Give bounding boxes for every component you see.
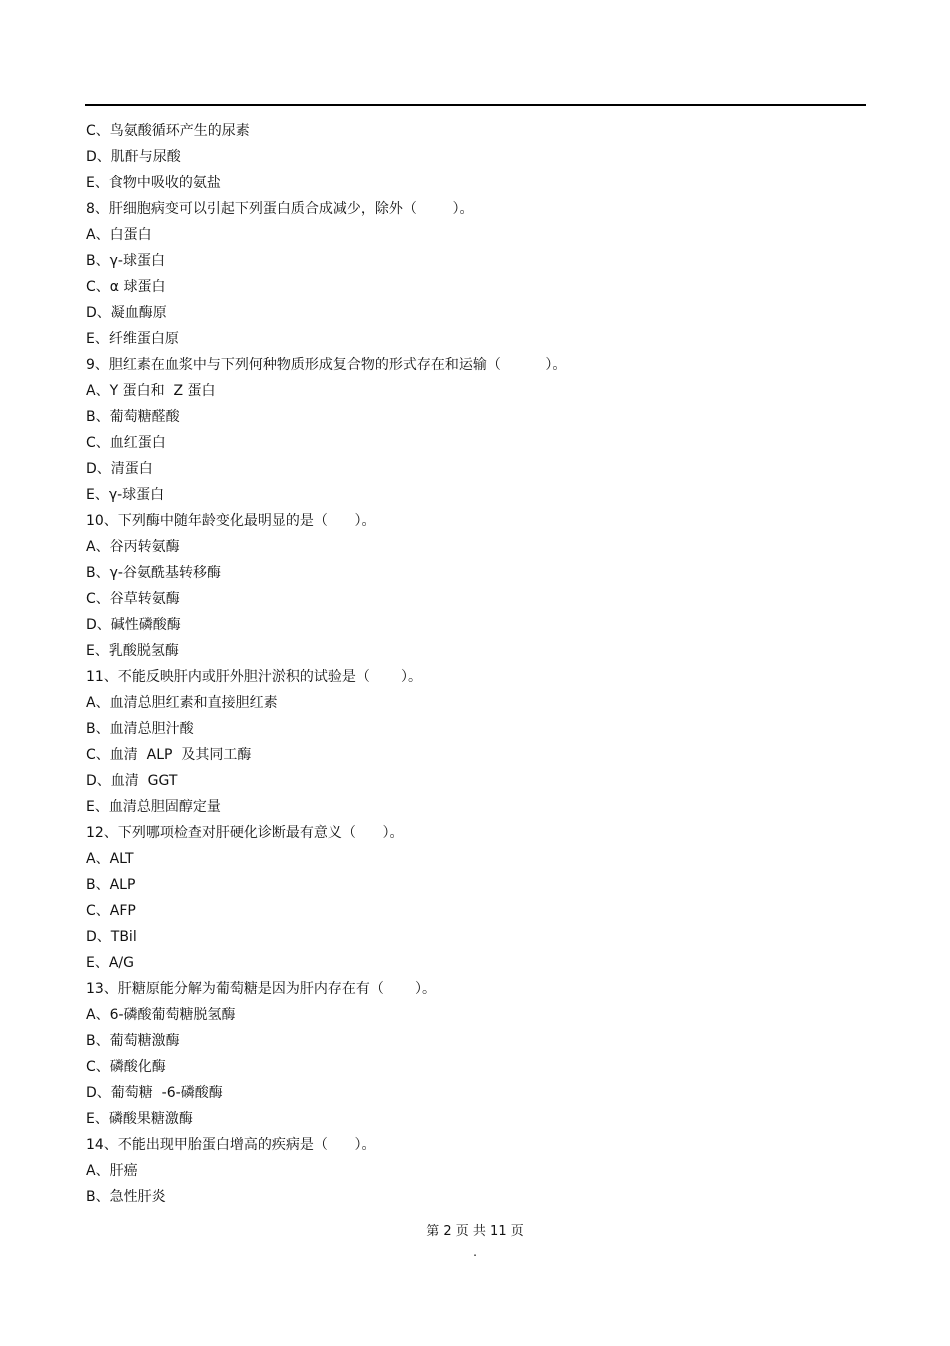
answer-option: D、TBil bbox=[86, 929, 137, 945]
answer-option: A、ALT bbox=[86, 851, 134, 867]
answer-option: C、谷草转氨酶 bbox=[86, 591, 180, 607]
answer-option: A、谷丙转氨酶 bbox=[86, 539, 180, 555]
answer-option: D、葡萄糖 -6-磷酸酶 bbox=[86, 1085, 223, 1101]
answer-option: E、γ-球蛋白 bbox=[86, 487, 165, 503]
answer-option: E、纤维蛋白原 bbox=[86, 331, 179, 347]
answer-option: B、γ-球蛋白 bbox=[86, 253, 165, 269]
answer-option: C、血清 ALP 及其同工酶 bbox=[86, 747, 252, 763]
answer-option: E、A/G bbox=[86, 955, 134, 971]
answer-option: A、Y 蛋白和 Z 蛋白 bbox=[86, 383, 216, 399]
question-stem: 13、肝糖原能分解为葡萄糖是因为肝内存在有（ ）。 bbox=[86, 981, 436, 997]
answer-option: B、葡萄糖激酶 bbox=[86, 1033, 180, 1049]
answer-option: C、AFP bbox=[86, 903, 136, 919]
answer-option: B、急性肝炎 bbox=[86, 1189, 166, 1205]
answer-option: A、6-磷酸葡萄糖脱氢酶 bbox=[86, 1007, 236, 1023]
footer-dot: . bbox=[473, 1245, 477, 1259]
answer-option: D、血清 GGT bbox=[86, 773, 178, 789]
answer-option: E、血清总胆固醇定量 bbox=[86, 799, 221, 815]
answer-option: B、血清总胆汁酸 bbox=[86, 721, 194, 737]
answer-option: E、磷酸果糖激酶 bbox=[86, 1111, 193, 1127]
answer-option: D、肌酐与尿酸 bbox=[86, 149, 181, 165]
answer-option: A、血清总胆红素和直接胆红素 bbox=[86, 695, 278, 711]
answer-option: E、食物中吸收的氨盐 bbox=[86, 175, 221, 191]
answer-option: A、白蛋白 bbox=[86, 227, 152, 243]
answer-option: D、清蛋白 bbox=[86, 461, 153, 477]
answer-option: A、肝癌 bbox=[86, 1163, 138, 1179]
page-footer: 第 2 页 共 11 页 bbox=[426, 1224, 524, 1239]
answer-option: C、血红蛋白 bbox=[86, 435, 166, 451]
answer-option: E、乳酸脱氢酶 bbox=[86, 643, 179, 659]
answer-option: D、碱性磷酸酶 bbox=[86, 617, 181, 633]
answer-option: D、凝血酶原 bbox=[86, 305, 167, 321]
answer-option: C、α 球蛋白 bbox=[86, 279, 166, 295]
answer-option: C、鸟氨酸循环产生的尿素 bbox=[86, 123, 250, 139]
question-stem: 14、不能出现甲胎蛋白增高的疾病是（ ）。 bbox=[86, 1137, 376, 1153]
question-stem: 12、下列哪项检查对肝硬化诊断最有意义（ ）。 bbox=[86, 825, 404, 841]
question-stem: 11、不能反映肝内或肝外胆汁淤积的试验是（ ）。 bbox=[86, 669, 422, 685]
answer-option: C、磷酸化酶 bbox=[86, 1059, 166, 1075]
question-list bbox=[86, 118, 866, 1210]
answer-option: B、γ-谷氨酰基转移酶 bbox=[86, 565, 221, 581]
question-stem: 8、肝细胞病变可以引起下列蛋白质合成减少，除外（ ）。 bbox=[86, 201, 474, 217]
answer-option: B、ALP bbox=[86, 877, 136, 893]
question-stem: 10、下列酶中随年龄变化最明显的是（ ）。 bbox=[86, 513, 376, 529]
answer-option: B、葡萄糖醛酸 bbox=[86, 409, 180, 425]
header-rule bbox=[85, 104, 866, 106]
question-stem: 9、胆红素在血浆中与下列何种物质形成复合物的形式存在和运输（ ）。 bbox=[86, 357, 567, 373]
